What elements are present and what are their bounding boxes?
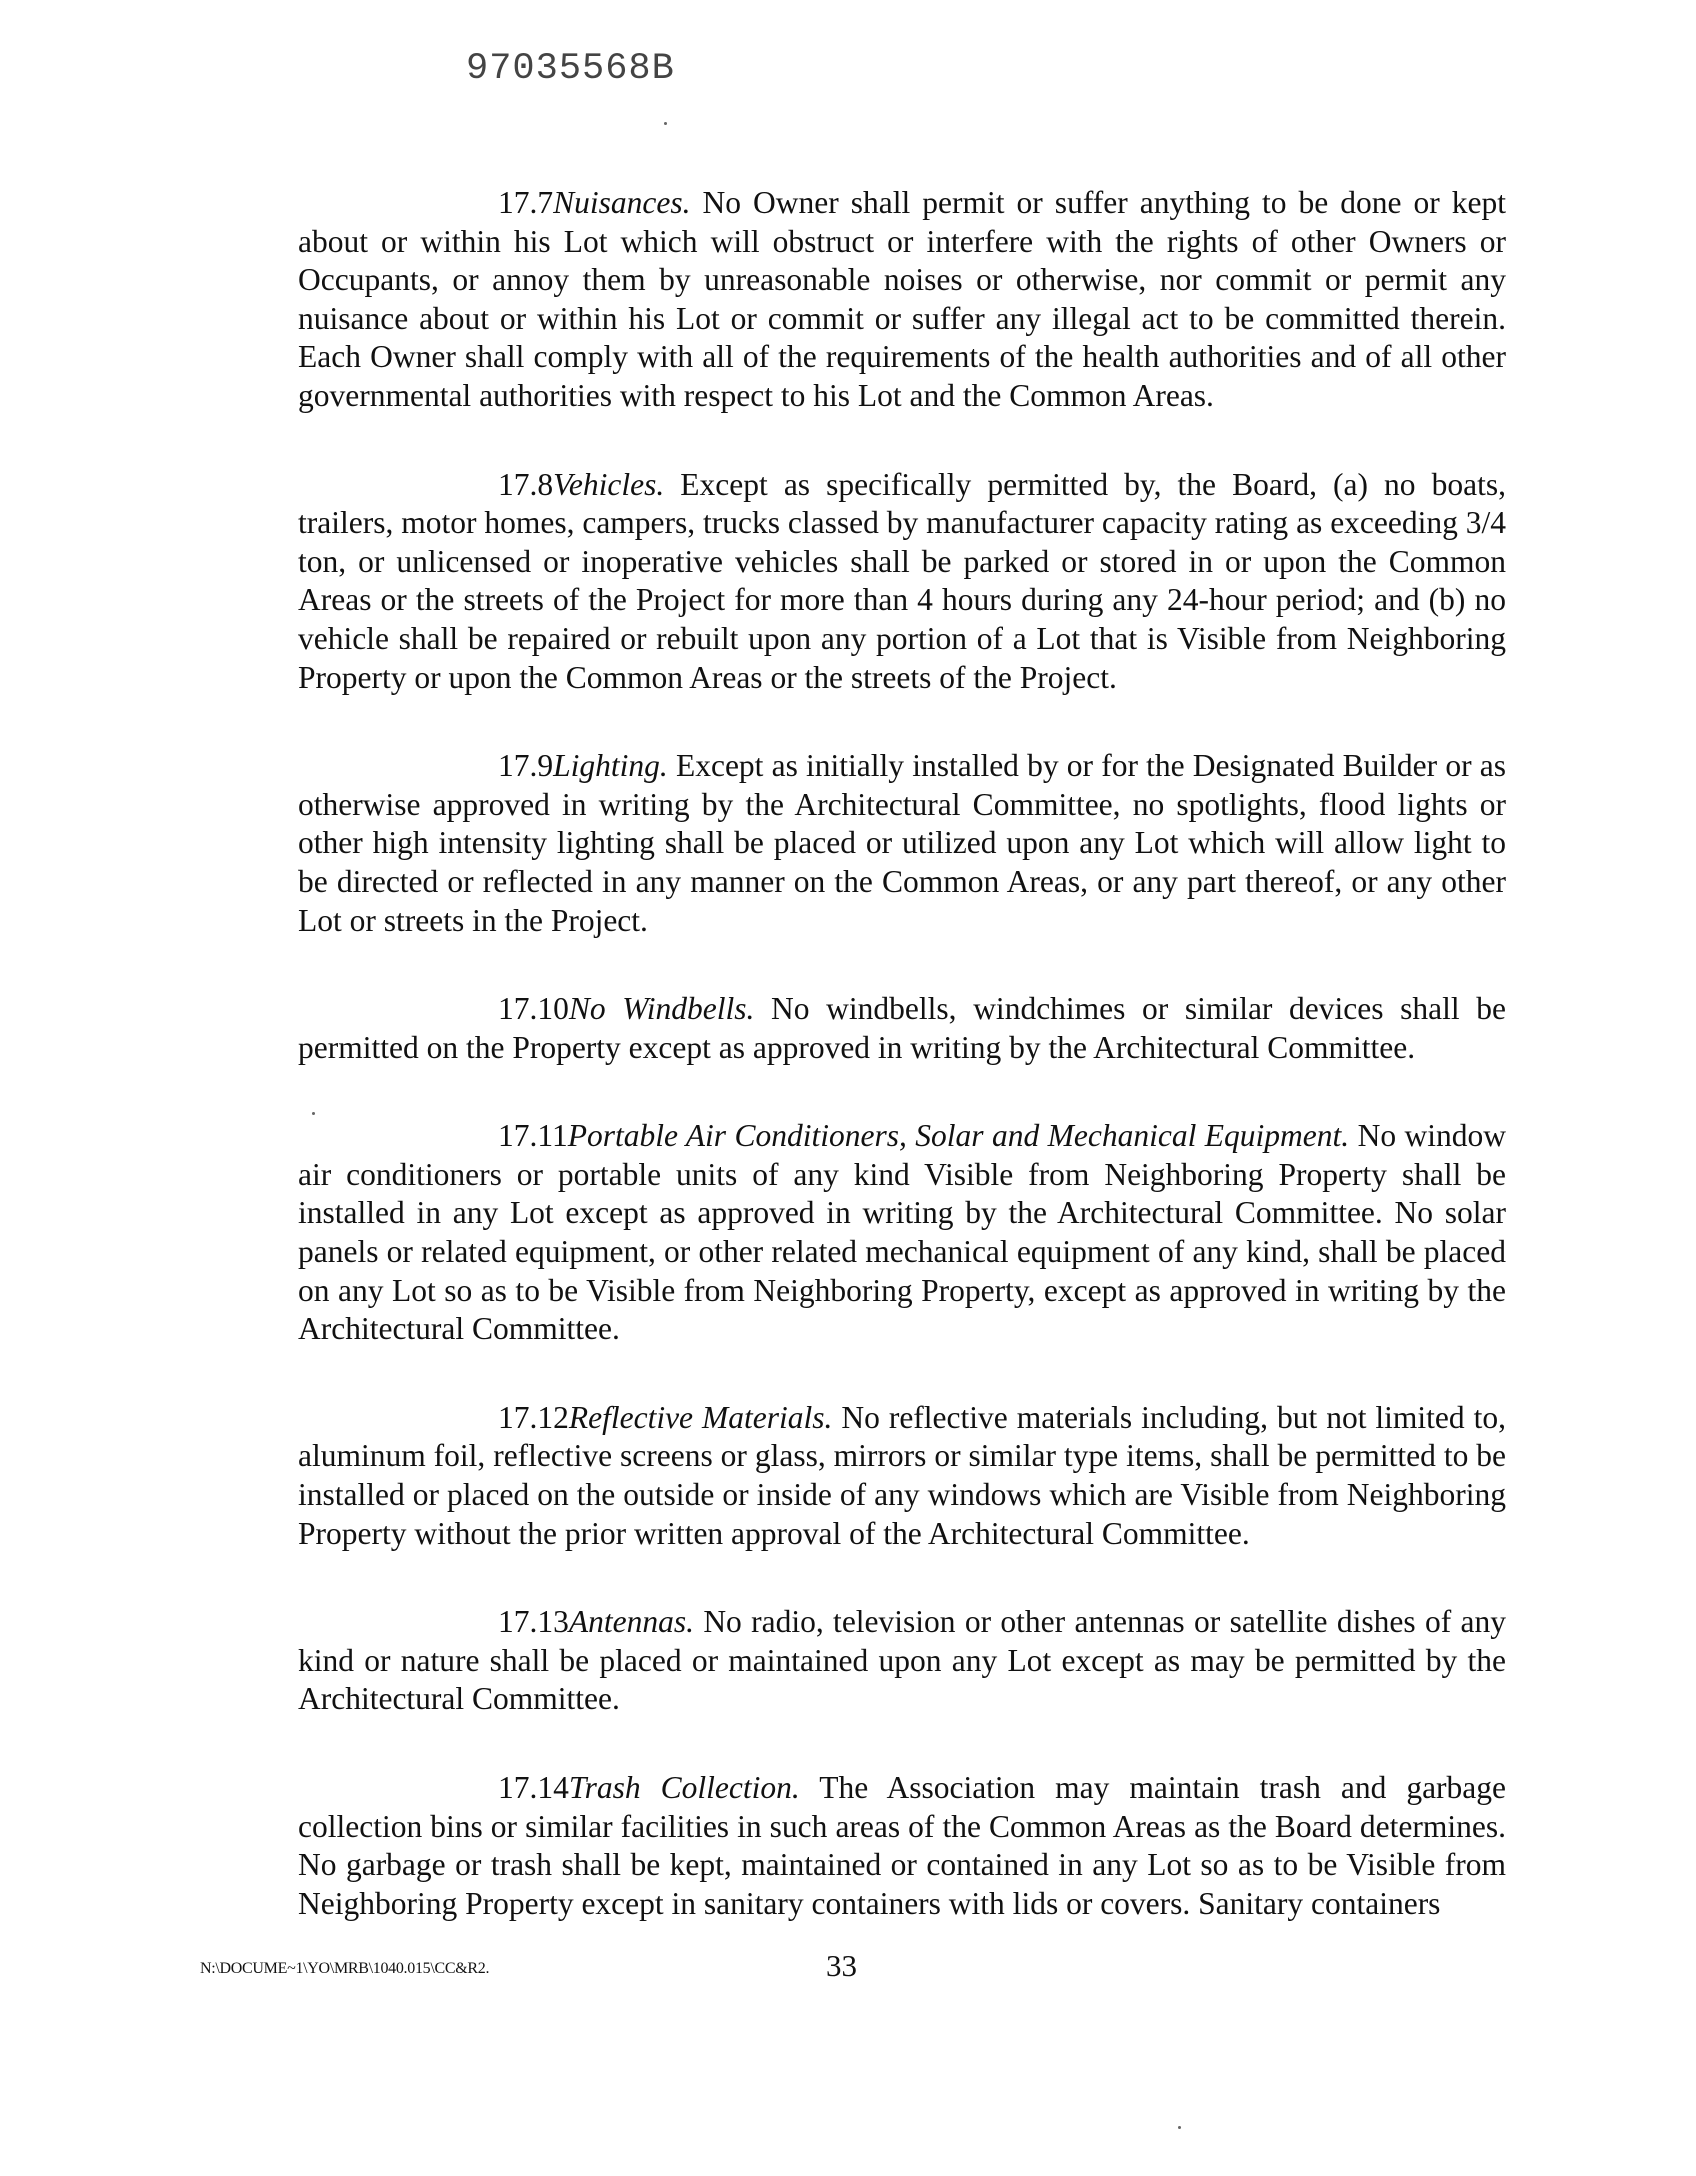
section-number: 17.8 <box>498 466 554 502</box>
section-text: No radio, television or other antennas or satellite dishes of any kind or nature shall be placed or maintained upon any Lot except as may be permitted by the Architectural Committee. <box>298 1604 1506 1717</box>
section-text: The Association may maintain trash and garbage collection bins or similar facilities in such areas of the Common Areas as the Board determines. No garbage or trash shall be kept, maintained or contained in any Lot so as to be Visible from Neighboring Property except in sanitary containers with lids or covers. Sanitary containers <box>298 1770 1506 1921</box>
section-text: No windbells, windchimes or similar devices shall be permitted on the Property except as approved in writing by the Architectural Committee. <box>298 991 1507 1065</box>
section-text: No window air conditioners or portable units of any kind Visible from Neighboring Property shall be installed in any Lot except as approved in writing by the Architectural Committee. No solar panels or related equipment, or other related mechanical equipment of any kind, shall be placed on any Lot so as to be Visible from Neighboring Property, except as approved in writing by the Architectural Committee. <box>298 1118 1507 1347</box>
scan-speck <box>312 1112 315 1115</box>
section-title: Lighting. <box>553 748 668 784</box>
section-title: Reflective Materials. <box>568 1399 833 1435</box>
section-text: No reflective materials including, but not limited to, aluminum foil, reflective screens or glass, mirrors or similar type items, shall be permitted to be installed or placed on the outside or inside of any windows which are Visible from Neighboring Property without the prior written approval of the Architectural Committee. <box>298 1399 1507 1551</box>
section-text: No Owner shall permit or suffer anything to be done or kept about or within his Lot which will obstruct or interfere with the rights of other Owners or Occupants, or annoy them by unreasonable noises or otherwise, nor commit or permit any nuisance about or within his Lot or commit or suffer any illegal act to be committed therein. Each Owner shall comply with all of the requirements of the health authorities and of all other governmental authorities with respect to his Lot and the Common Areas. <box>298 185 1506 413</box>
section-17-12 <box>298 1399 1506 1553</box>
section-number: 17.13 <box>498 1604 569 1640</box>
section-17-11 <box>298 1117 1506 1349</box>
section-title: No Windbells. <box>568 991 755 1027</box>
section-number: 17.14 <box>498 1770 569 1805</box>
section-title: Nuisances. <box>553 185 691 220</box>
section-text: Except as initially installed by or for the Designated Builder or as otherwise approved in writing by the Architectural Committee, no spotlights, flood lights or other high intensity lighting shall be placed or utilized upon any Lot which will allow light to be directed or reflected in any manner on the Common Areas, or any part thereof, or any other Lot or streets in the Project. <box>298 748 1506 938</box>
document-body <box>298 184 1506 1923</box>
section-title: Antennas. <box>568 1604 694 1640</box>
section-number: 17.10 <box>498 991 569 1027</box>
section-number: 17.7 <box>498 185 554 220</box>
scan-speck <box>664 122 667 125</box>
section-17-7 <box>298 184 1506 416</box>
page-number: 33 <box>826 1948 857 1983</box>
section-number: 17.9 <box>498 748 554 784</box>
section-title: Vehicles. <box>553 466 665 502</box>
section-17-14 <box>298 1769 1506 1923</box>
section-title: Portable Air Conditioners, Solar and Mechanical Equipment. <box>567 1118 1350 1154</box>
section-17-9 <box>298 747 1506 940</box>
section-number: 17.11 <box>498 1118 568 1154</box>
section-number: 17.12 <box>498 1399 569 1435</box>
section-text: Except as specifically permitted by, the Board, (a) no boats, trailers, motor homes, campers, trucks classed by manufacturer capacity rating as exceeding 3/4 ton, or unlicensed or inoperative vehicles shall be parked or stored in or upon the Common Areas or the streets of the Project for more than 4 hours during any 24-hour period; and (b) no vehicle shall be repaired or rebuilt upon any portion of a Lot that is Visible from Neighboring Property or upon the Common Areas or the streets of the Project. <box>298 466 1506 695</box>
section-title: Trash Collection. <box>568 1770 800 1805</box>
section-17-10 <box>298 990 1506 1067</box>
footer-file-path: N:\DOCUME~1\YO\MRB\1040.015\CC&R2. <box>200 1960 490 1977</box>
scan-speck <box>1178 2126 1181 2129</box>
section-17-13 <box>298 1603 1506 1719</box>
section-17-8 <box>298 466 1506 698</box>
document-number: 97035568B <box>466 48 675 90</box>
